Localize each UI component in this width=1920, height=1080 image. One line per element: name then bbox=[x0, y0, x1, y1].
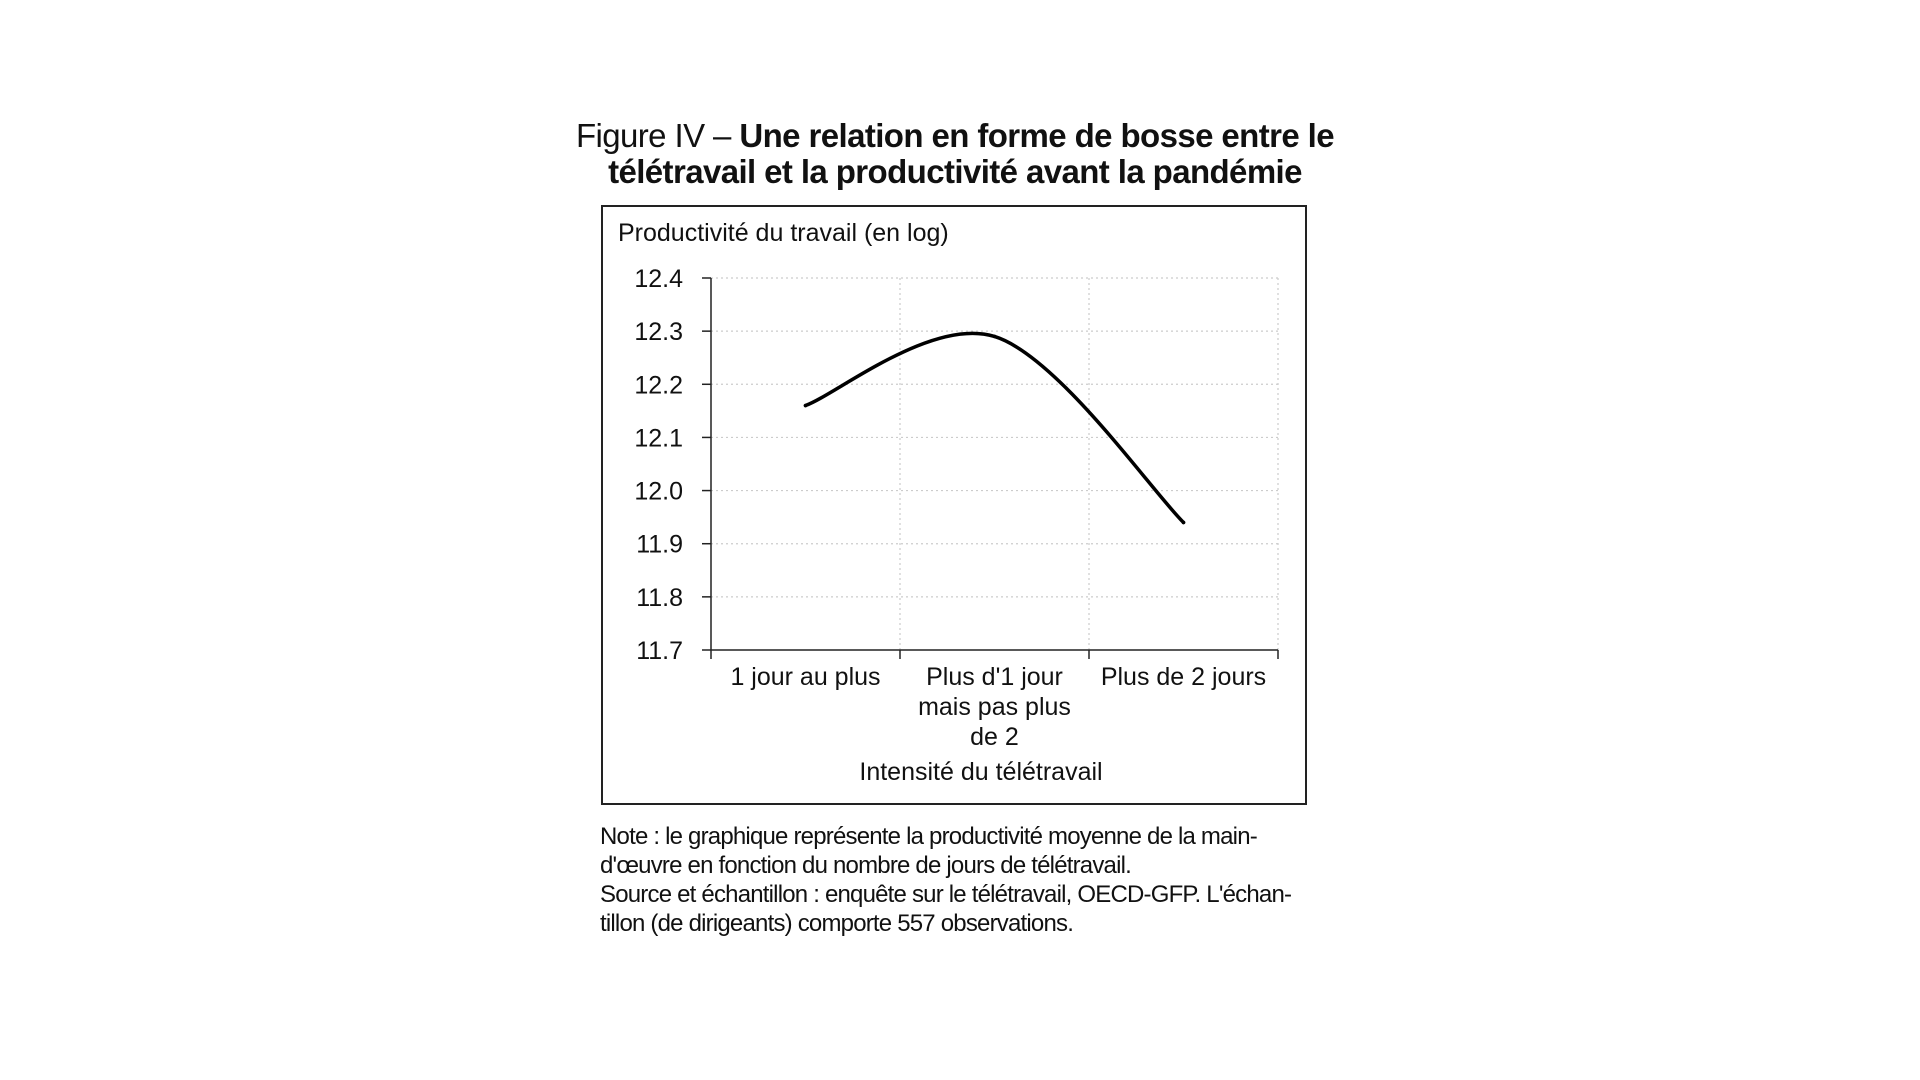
x-tick-label: de 2 bbox=[970, 723, 1019, 751]
y-tick-label: 12.4 bbox=[634, 265, 683, 293]
line-chart bbox=[603, 207, 1305, 803]
y-tick-label: 12.1 bbox=[634, 424, 683, 453]
figure-title-prefix: Figure IV – bbox=[576, 117, 740, 154]
y-tick-label: 11.7 bbox=[636, 637, 683, 665]
x-tick-label: Plus de 2 jours bbox=[1100, 663, 1267, 691]
figure-note bbox=[600, 822, 1320, 938]
y-tick-label: 12.3 bbox=[634, 318, 683, 347]
data-point bbox=[804, 404, 808, 408]
note-text: Note : le graphique représente la productivité moyenne de la main-d'œuvre en fonction du nombre de jours de télétravail. bbox=[600, 823, 1257, 879]
x-axis-label: Intensité du télétravail bbox=[859, 758, 1103, 786]
y-axis-label: Productivité du travail (en log) bbox=[618, 219, 949, 247]
y-tick-label: 11.9 bbox=[636, 530, 683, 559]
figure-title-main: Une relation en forme de bosse entre le télétravail et la productivité avant la pandémie bbox=[608, 117, 1334, 190]
series-layer bbox=[804, 333, 1186, 524]
source-text: Source et échantillon : enquête sur le télétravail, OECD-GFP. L'échan-tillon (de dirigeants) comporte 557 observations. bbox=[600, 881, 1292, 937]
y-tick-label: 12.2 bbox=[634, 371, 683, 400]
y-tick-label: 11.8 bbox=[636, 583, 683, 612]
series-line-0 bbox=[806, 333, 1184, 522]
data-point bbox=[1182, 521, 1186, 525]
x-tick-label: Plus d'1 jour bbox=[926, 663, 1063, 691]
grid-layer bbox=[711, 278, 1278, 650]
x-tick-label: mais pas plus bbox=[918, 693, 1071, 721]
figure-title bbox=[560, 118, 1350, 190]
chart-frame bbox=[601, 205, 1307, 805]
data-point bbox=[993, 335, 997, 339]
x-tick-label: 1 jour au plus bbox=[730, 663, 881, 691]
y-tick-label: 12.0 bbox=[634, 477, 683, 506]
